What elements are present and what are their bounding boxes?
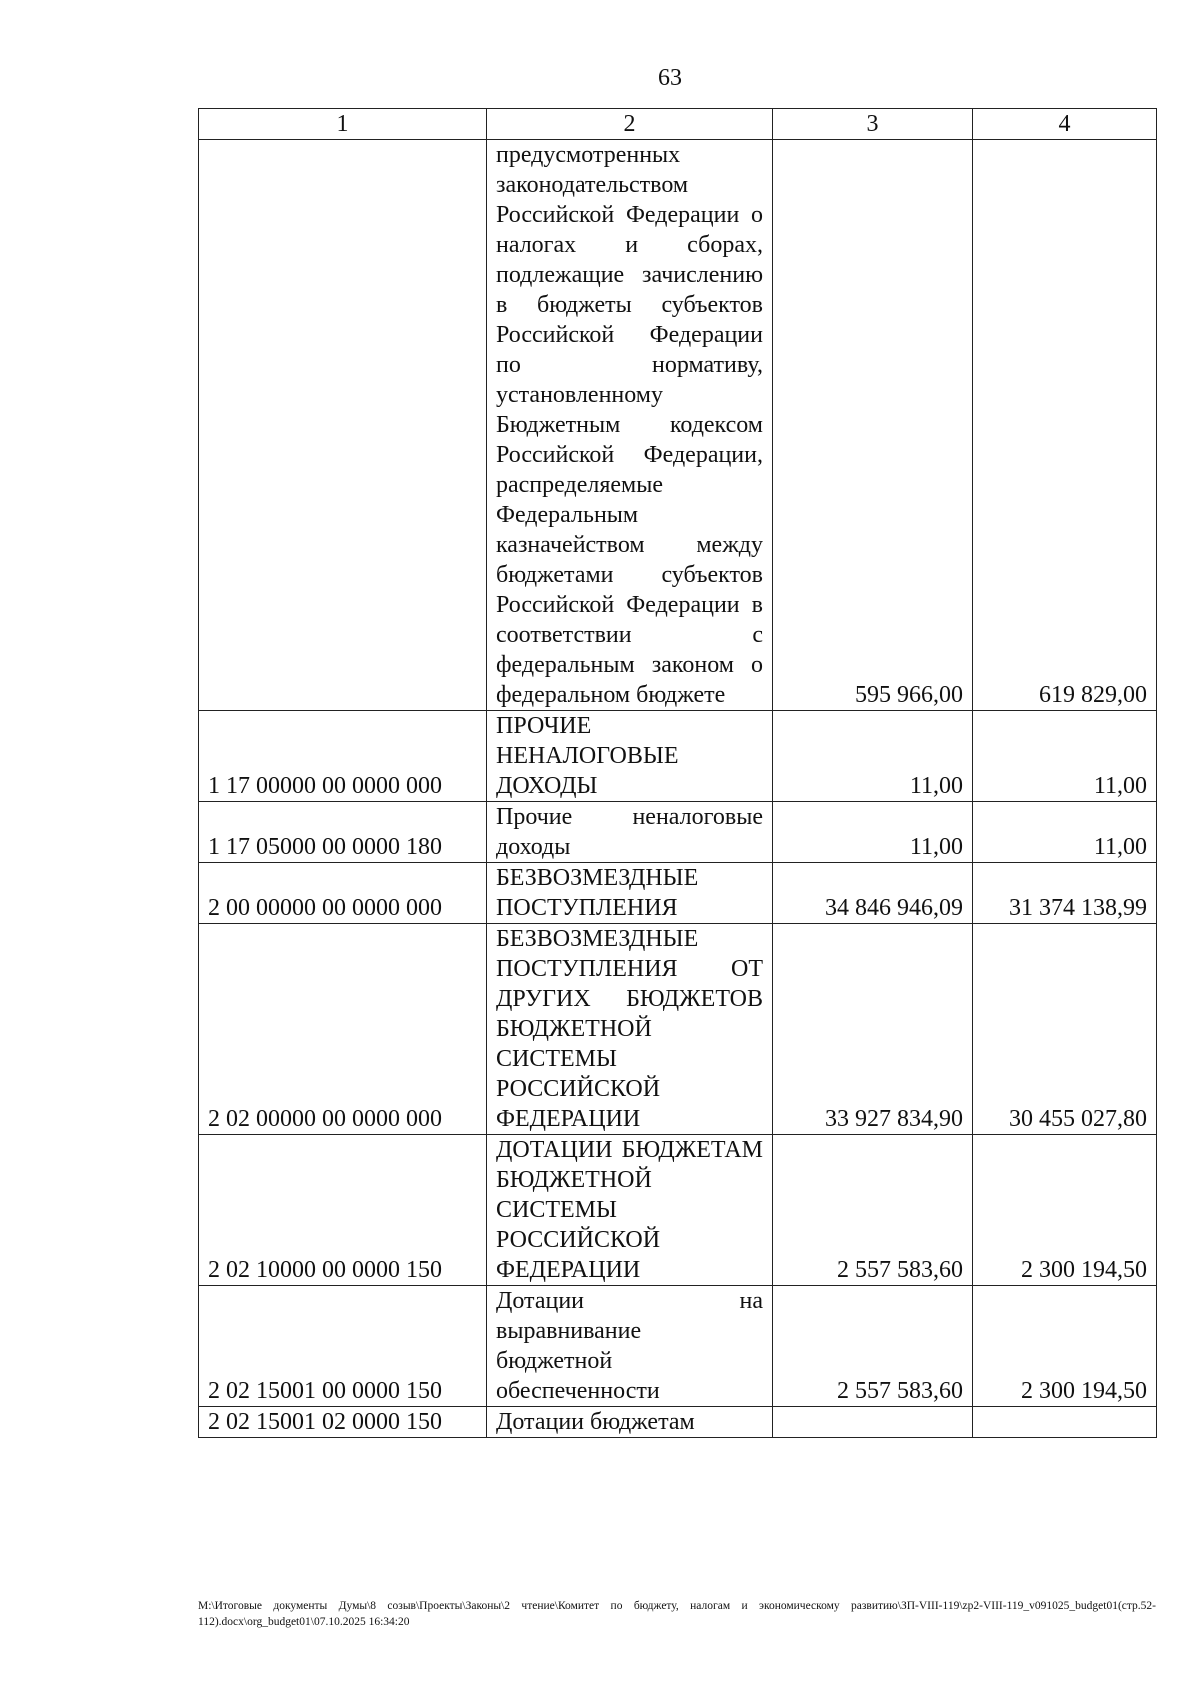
amount-col3-cell [773,1407,973,1438]
budget-name-cell: предусмотренных законодательством Российской Федерации о налогах и сборах, подлежащие зачислению в бюджеты субъектов Российской Федерации по нормативу, установленному Бюджетным кодексом Российской Федерации, распределяемые Федеральным казначейством между бюджетами субъектов Российской Федерации в соответствии с федеральным законом о федеральном бюджете [487,140,773,711]
table-row [199,140,1157,711]
budget-code-cell: 2 02 15001 02 0000 150 [199,1407,487,1438]
budget-code-cell: 2 02 15001 00 0000 150 [199,1286,487,1407]
amount-col3-cell: 11,00 [773,802,973,863]
budget-name-cell: ДОТАЦИИ БЮДЖЕТАМ БЮДЖЕТНОЙ СИСТЕМЫ РОССИЙСКОЙ ФЕДЕРАЦИИ [487,1135,773,1286]
amount-col4-cell [973,1407,1157,1438]
amount-col3-cell: 34 846 946,09 [773,863,973,924]
budget-name-cell: БЕЗВОЗМЕЗДНЫЕ ПОСТУПЛЕНИЯ [487,863,773,924]
amount-col4-cell: 11,00 [973,802,1157,863]
amount-col3-cell: 595 966,00 [773,140,973,711]
amount-col4-cell: 2 300 194,50 [973,1286,1157,1407]
table-row [199,802,1157,863]
budget-name-cell: Дотации бюджетам [487,1407,773,1438]
budget-name-cell: Дотации на выравнивание бюджетной обеспеченности [487,1286,773,1407]
budget-code-cell [199,140,487,711]
column-header: 3 [773,109,973,140]
budget-code-cell: 1 17 05000 00 0000 180 [199,802,487,863]
amount-col4-cell: 2 300 194,50 [973,1135,1157,1286]
amount-col4-cell: 619 829,00 [973,140,1157,711]
budget-code-cell: 2 00 00000 00 0000 000 [199,863,487,924]
budget-code-cell: 2 02 10000 00 0000 150 [199,1135,487,1286]
table-row [199,1407,1157,1438]
amount-col3-cell: 33 927 834,90 [773,924,973,1135]
document-path-footer: М:\Итоговые документы Думы\8 созыв\Проекты\Законы\2 чтение\Комитет по бюджету, налогам и экономическому развитию\ЗП-VIII-119\zp2-VIII-119_v091025_budget01(стр.52-112).docx\org_budget01\07.10.2025 16:34:20 [198,1600,1156,1628]
table-row [199,924,1157,1135]
budget-table [198,108,1157,1438]
amount-col4-cell: 11,00 [973,711,1157,802]
table-row [199,863,1157,924]
column-header: 1 [199,109,487,140]
amount-col4-cell: 30 455 027,80 [973,924,1157,1135]
table-row [199,1286,1157,1407]
amount-col3-cell: 11,00 [773,711,973,802]
amount-col3-cell: 2 557 583,60 [773,1135,973,1286]
table-header-row [199,109,1157,140]
table-row [199,711,1157,802]
budget-code-cell: 2 02 00000 00 0000 000 [199,924,487,1135]
budget-name-cell: ПРОЧИЕ НЕНАЛОГОВЫЕ ДОХОДЫ [487,711,773,802]
budget-code-cell: 1 17 00000 00 0000 000 [199,711,487,802]
amount-col3-cell: 2 557 583,60 [773,1286,973,1407]
budget-name-cell: БЕЗВОЗМЕЗДНЫЕ ПОСТУПЛЕНИЯ ОТ ДРУГИХ БЮДЖЕТОВ БЮДЖЕТНОЙ СИСТЕМЫ РОССИЙСКОЙ ФЕДЕРАЦИИ [487,924,773,1135]
table-row [199,1135,1157,1286]
page-number: 63 [658,65,682,91]
column-header: 2 [487,109,773,140]
budget-name-cell: Прочие неналоговые доходы [487,802,773,863]
column-header: 4 [973,109,1157,140]
amount-col4-cell: 31 374 138,99 [973,863,1157,924]
